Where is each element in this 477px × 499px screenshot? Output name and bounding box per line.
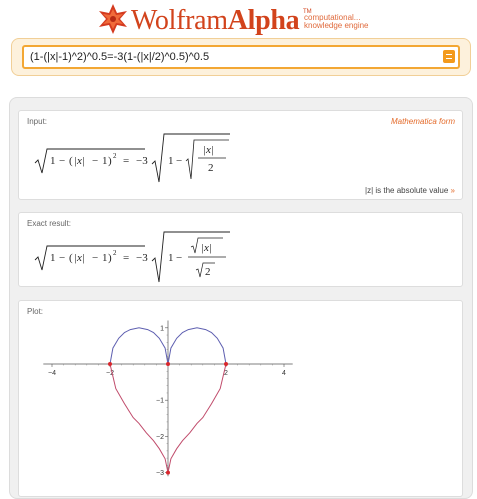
- y-tick-label: −2: [156, 433, 164, 441]
- svg-text:1: 1: [102, 155, 108, 167]
- mathematica-form-link[interactable]: Mathematica form: [390, 117, 455, 126]
- equals-icon[interactable]: [443, 50, 455, 63]
- input-formula: [33, 131, 253, 183]
- y-tick-label: −3: [156, 470, 164, 478]
- svg-text:−3: −3: [136, 252, 148, 264]
- logo-tagline: computational... knowledge engine: [304, 13, 369, 30]
- trademark-mark: TM: [303, 9, 312, 15]
- svg-text:=: =: [123, 252, 130, 264]
- results-panel: [9, 97, 473, 499]
- exact-result-formula: [33, 230, 253, 284]
- svg-text:2: 2: [113, 152, 117, 160]
- marked-point: [224, 362, 228, 366]
- svg-text:−3: −3: [136, 155, 148, 167]
- search-box: [22, 45, 460, 69]
- absolute-value-note[interactable]: |z| is the absolute value »: [365, 186, 455, 195]
- heart-plot[interactable]: [19, 301, 462, 496]
- svg-text:1: 1: [168, 252, 174, 264]
- svg-text:−: −: [92, 252, 99, 264]
- svg-text:(: (: [69, 155, 73, 167]
- x-tick-label: −4: [48, 370, 56, 377]
- input-pod: [18, 110, 463, 200]
- svg-text:−: −: [92, 155, 99, 167]
- svg-text:2: 2: [208, 162, 214, 174]
- exact-result-pod: [18, 212, 463, 287]
- svg-text:): ): [108, 155, 112, 167]
- y-tick-label: −1: [156, 397, 164, 405]
- svg-text:): ): [108, 252, 112, 264]
- pod-title: Input:: [27, 117, 48, 126]
- pod-title: Plot:: [27, 307, 44, 316]
- svg-text:2: 2: [113, 249, 117, 257]
- svg-text:|x|: |x|: [203, 144, 214, 156]
- marked-point: [166, 471, 170, 475]
- x-tick-label: −2: [106, 370, 114, 377]
- svg-text:|x|: |x|: [74, 252, 85, 264]
- logo-wordmark: WolframAlpha: [131, 5, 300, 36]
- svg-text:1: 1: [50, 252, 56, 264]
- svg-text:=: =: [123, 155, 130, 167]
- x-tick-label: 2: [224, 370, 228, 377]
- svg-text:2: 2: [205, 266, 211, 278]
- svg-text:1: 1: [102, 252, 108, 264]
- marked-point: [166, 362, 170, 366]
- svg-text:|x|: |x|: [201, 242, 212, 254]
- wolfram-spikey-icon: [97, 3, 129, 35]
- svg-text:|x|: |x|: [74, 155, 85, 167]
- svg-text:−: −: [59, 252, 66, 264]
- svg-text:−: −: [176, 155, 183, 167]
- svg-text:−: −: [176, 252, 183, 264]
- wolframalpha-logo[interactable]: [97, 3, 369, 36]
- pod-title: Exact result:: [27, 219, 72, 228]
- y-tick-label: 1: [160, 325, 164, 333]
- x-tick-label: 4: [282, 370, 286, 377]
- more-arrow-icon: »: [450, 186, 455, 195]
- svg-text:1: 1: [168, 155, 174, 167]
- svg-text:−: −: [59, 155, 66, 167]
- svg-text:1: 1: [50, 155, 56, 167]
- svg-text:(: (: [69, 252, 73, 264]
- search-area: [11, 38, 471, 76]
- search-input[interactable]: [30, 47, 430, 67]
- marked-point: [108, 362, 112, 366]
- plot-pod: [18, 300, 463, 497]
